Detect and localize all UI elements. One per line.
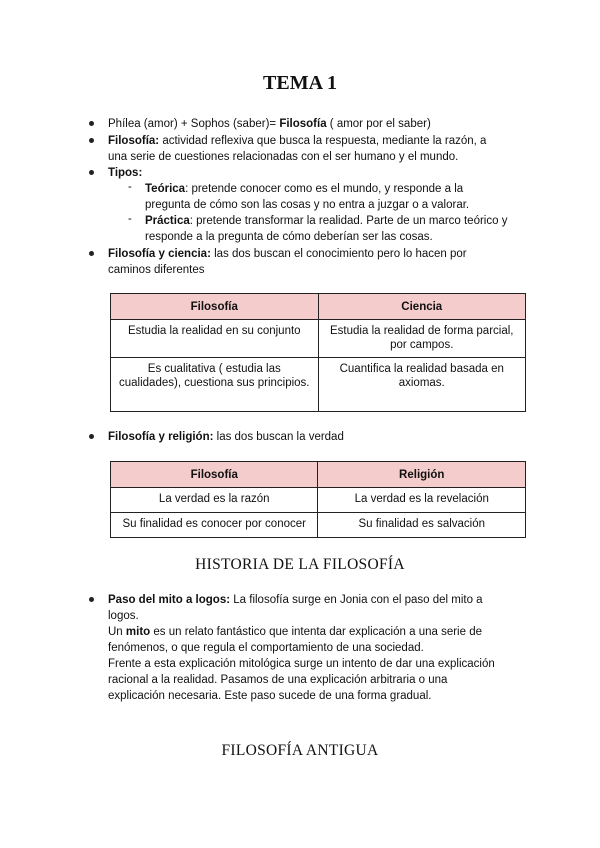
table-header-row <box>111 462 526 488</box>
mito-line-7: explicación necesaria. Este paso sucede de una forma gradual. <box>108 690 432 702</box>
page-title: TEMA 1 <box>263 72 337 94</box>
table-row <box>111 513 526 538</box>
table-cell: Estudia la realidad de forma parcial, por campos. <box>318 320 525 358</box>
table-cell: Su finalidad es conocer por conocer <box>111 513 318 538</box>
practica-line-2: responde a la pregunta de cómo deberían ser las cosas. <box>145 231 433 243</box>
religion-line: Filosofía y religión: las dos buscan la verdad <box>108 431 344 443</box>
bullet-icon <box>89 597 94 602</box>
bullet-icon <box>89 434 94 439</box>
table-cell: La verdad es la revelación <box>318 488 526 513</box>
mito-line-3: Un mito es un relato fantástico que intenta dar explicación a una serie de <box>108 626 482 638</box>
ciencia-line-2: caminos diferentes <box>108 264 205 276</box>
definition-line: Filosofía: actividad reflexiva que busca la respuesta, mediante la razón, a <box>108 135 487 147</box>
table-header: Ciencia <box>318 294 525 320</box>
table-row <box>111 488 526 513</box>
filosofia-ciencia-table <box>110 293 526 412</box>
tipos-label: Tipos: <box>108 167 143 179</box>
mito-line-5: Frente a esta explicación mitológica surge un intento de dar una explicación <box>108 658 495 670</box>
table-row <box>111 358 526 412</box>
table-cell: Es cualitativa ( estudia las cualidades), cuestiona sus principios. <box>111 358 319 412</box>
bullet-icon <box>89 121 94 126</box>
table-row <box>111 320 526 358</box>
mito-line-6: racional a la realidad. Pasamos de una explicación arbitraria o una <box>108 674 448 686</box>
table-header: Religión <box>318 462 526 488</box>
section-heading-historia: HISTORIA DE LA FILOSOFÍA <box>195 556 405 573</box>
teorica-line-2: pregunta de cómo son las cosas y no entra a juzgar o a valorar. <box>145 199 470 211</box>
table-header: Filosofía <box>111 462 318 488</box>
mito-line: Paso del mito a logos: La filosofía surge en Jonia con el paso del mito a <box>108 594 483 606</box>
table-header-row <box>111 294 526 320</box>
definition-line-2: una serie de cuestiones relacionadas con el ser humano y el mundo. <box>108 151 459 163</box>
mito-line-4: fenómenos, o que regula el comportamiento de una sociedad. <box>108 642 424 654</box>
bullet-icon <box>89 170 94 175</box>
dash-marker: - <box>128 213 132 225</box>
table-cell: La verdad es la razón <box>111 488 318 513</box>
table-cell: Cuantifica la realidad basada en axiomas. <box>318 358 525 412</box>
dash-marker: - <box>128 181 132 193</box>
bullet-icon <box>89 138 94 143</box>
etymology-line: Phílea (amor) + Sophos (saber)= Filosofía ( amor por el saber) <box>108 118 431 130</box>
section-heading-antigua: FILOSOFÍA ANTIGUA <box>221 742 379 759</box>
teorica-line: Teórica: pretende conocer como es el mundo, y responde a la <box>145 183 464 195</box>
bullet-icon <box>89 251 94 256</box>
table-header: Filosofía <box>111 294 319 320</box>
filosofia-religion-table <box>110 461 526 538</box>
ciencia-line: Filosofía y ciencia: las dos buscan el conocimiento pero lo hacen por <box>108 248 467 260</box>
table-cell: Su finalidad es salvación <box>318 513 526 538</box>
mito-line-2: logos. <box>108 610 139 622</box>
table-cell: Estudia la realidad en su conjunto <box>111 320 319 358</box>
practica-line: Práctica: pretende transformar la realidad. Parte de un marco teórico y <box>145 215 508 227</box>
